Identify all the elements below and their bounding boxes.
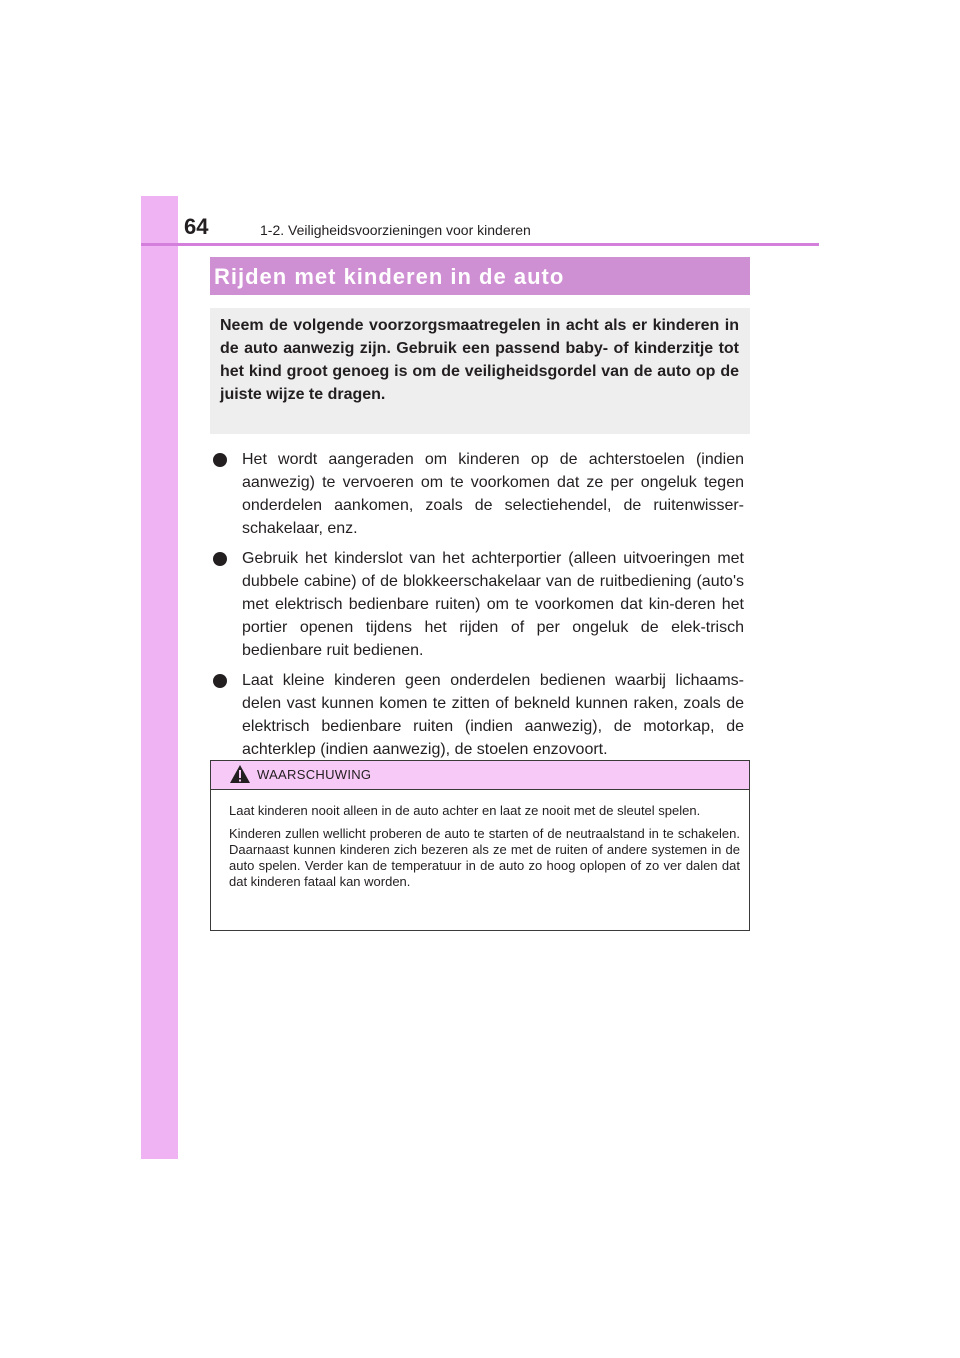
bullet-text: Het wordt aangeraden om kinderen op de achterstoelen (indien aanwezig) te vervoeren om te voorkomen dat ze per ongeluk tegen onderdelen aankomen, zoals de selectiehendel, de ruitenwisser-schakelaar, enz. (242, 451, 744, 537)
list-item (212, 547, 744, 662)
warning-body (229, 803, 740, 897)
list-item (212, 669, 744, 761)
bullet-icon (213, 674, 227, 688)
header-divider (141, 243, 819, 246)
list-item (212, 448, 744, 540)
warning-triangle-icon (229, 764, 251, 784)
bullet-text: Laat kleine kinderen geen onderdelen bedienen waarbij lichaams-delen vast kunnen komen te zitten of bekneld kunnen raken, zoals de elektrisch bedienbare ruiten (indien aanwezig), de motorkap, de achterklep (indien aanwezig), de stoelen enzovoort. (242, 672, 744, 758)
bullet-icon (213, 552, 227, 566)
running-header: 1-2. Veiligheidsvoorzieningen voor kinderen (260, 222, 531, 238)
warning-header (211, 761, 749, 790)
warning-paragraph: Laat kinderen nooit alleen in de auto achter en laat ze nooit met de sleutel spelen. (229, 803, 701, 818)
page-number: 64 (184, 214, 209, 239)
bullet-text: Gebruik het kinderslot van het achterportier (alleen uitvoeringen met dubbele cabine) of de blokkeerschakelaar van de ruitbediening (auto's met elektrisch bedienbare ruiten) om te voorkomen dat kin-deren het portier openen tijdens het rijden of per ongeluk de elek-trisch bedienbare ruit bedienen. (242, 550, 744, 659)
bullet-list (212, 448, 744, 768)
intro-text: Neem de volgende voorzorgsmaatregelen in acht als er kinderen in de auto aanwezig zijn. Gebruik een passend baby- of kinderzitje tot het kind groot genoeg is om de veiligheidsgordel van de auto op de juiste wijze te dragen. (220, 317, 739, 403)
section-title: Rijden met kinderen in de auto (214, 264, 565, 289)
bullet-icon (213, 453, 227, 467)
chapter-side-tab (141, 196, 178, 1159)
warning-title: WAARSCHUWING (257, 767, 372, 782)
warning-paragraph: Kinderen zullen wellicht proberen de auto te starten of de neutraalstand in te schakelen. Daarnaast kunnen kinderen zich bezeren als ze met de ruiten of andere systemen in de auto spelen. Verder kan de temperatuur in de auto zo hoog oplopen of zo ver dalen dat dat kinderen fataal kan worden. (229, 826, 740, 889)
warning-box (210, 760, 750, 931)
